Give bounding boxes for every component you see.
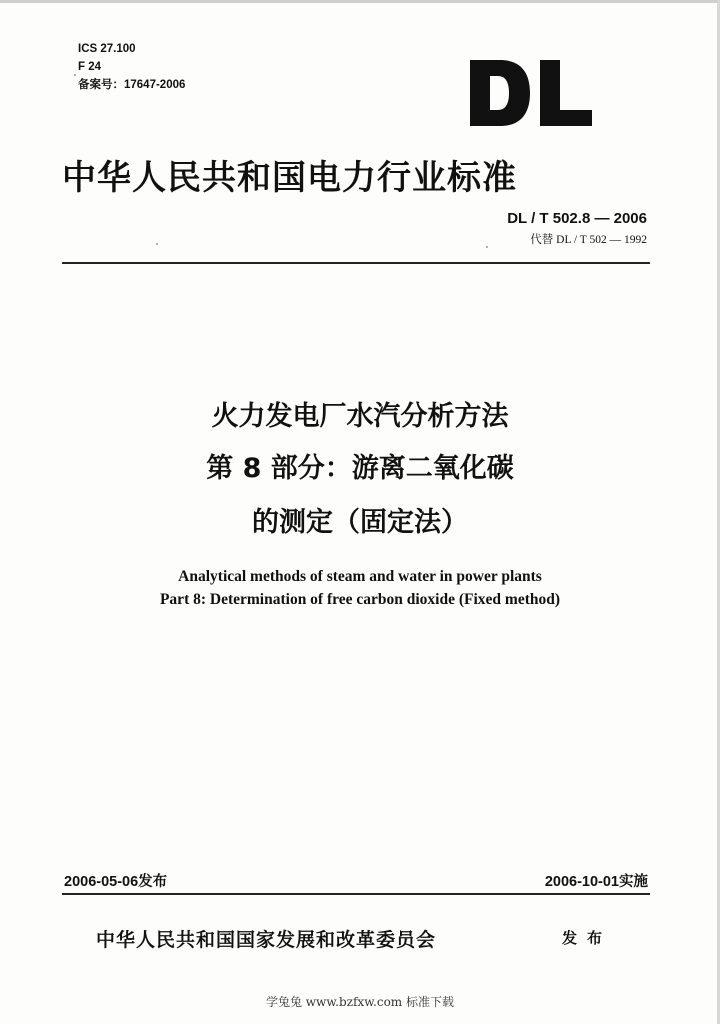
bottom-divider: [62, 893, 650, 895]
dl-logo: [466, 58, 596, 128]
standard-code: DL / T 502.8 — 2006: [507, 210, 647, 227]
en-title-line-2: Part 8: Determination of free carbon dioxide (Fixed method): [159, 591, 561, 608]
cn-title-line-2: 第 8 部分：游离二氧化碳: [206, 453, 514, 484]
ics-code: ICS 27.100: [78, 43, 136, 55]
record-number: 备案号：17647-2006: [78, 79, 186, 91]
publisher-action: 发布: [562, 929, 613, 947]
scan-edge-top: [0, 0, 720, 3]
publisher-name: 中华人民共和国国家发展和改革委员会: [96, 929, 437, 951]
ccs-code: F 24: [78, 61, 102, 73]
cn-title-line-3: 的测定（固定法）: [252, 507, 468, 538]
issue-date: 2006-05-06发布: [64, 874, 168, 890]
watermark-text: 学兔兔 www.bzfxw.com 标准下载: [265, 995, 455, 1009]
standard-replaces: 代替 DL / T 502 — 1992: [530, 234, 647, 246]
en-title-line-1: Analytical methods of steam and water in power plants: [178, 568, 542, 585]
cn-title-line-1: 火力发电厂水汽分析方法: [211, 401, 509, 432]
effective-date: 2006-10-01实施: [544, 874, 648, 890]
scan-speck: [74, 74, 76, 76]
scan-speck: [156, 243, 158, 245]
classification-block: [78, 40, 185, 94]
main-title: 中华人民共和国电力行业标准: [62, 158, 517, 198]
top-divider: [62, 262, 650, 264]
scan-speck: [486, 246, 488, 248]
